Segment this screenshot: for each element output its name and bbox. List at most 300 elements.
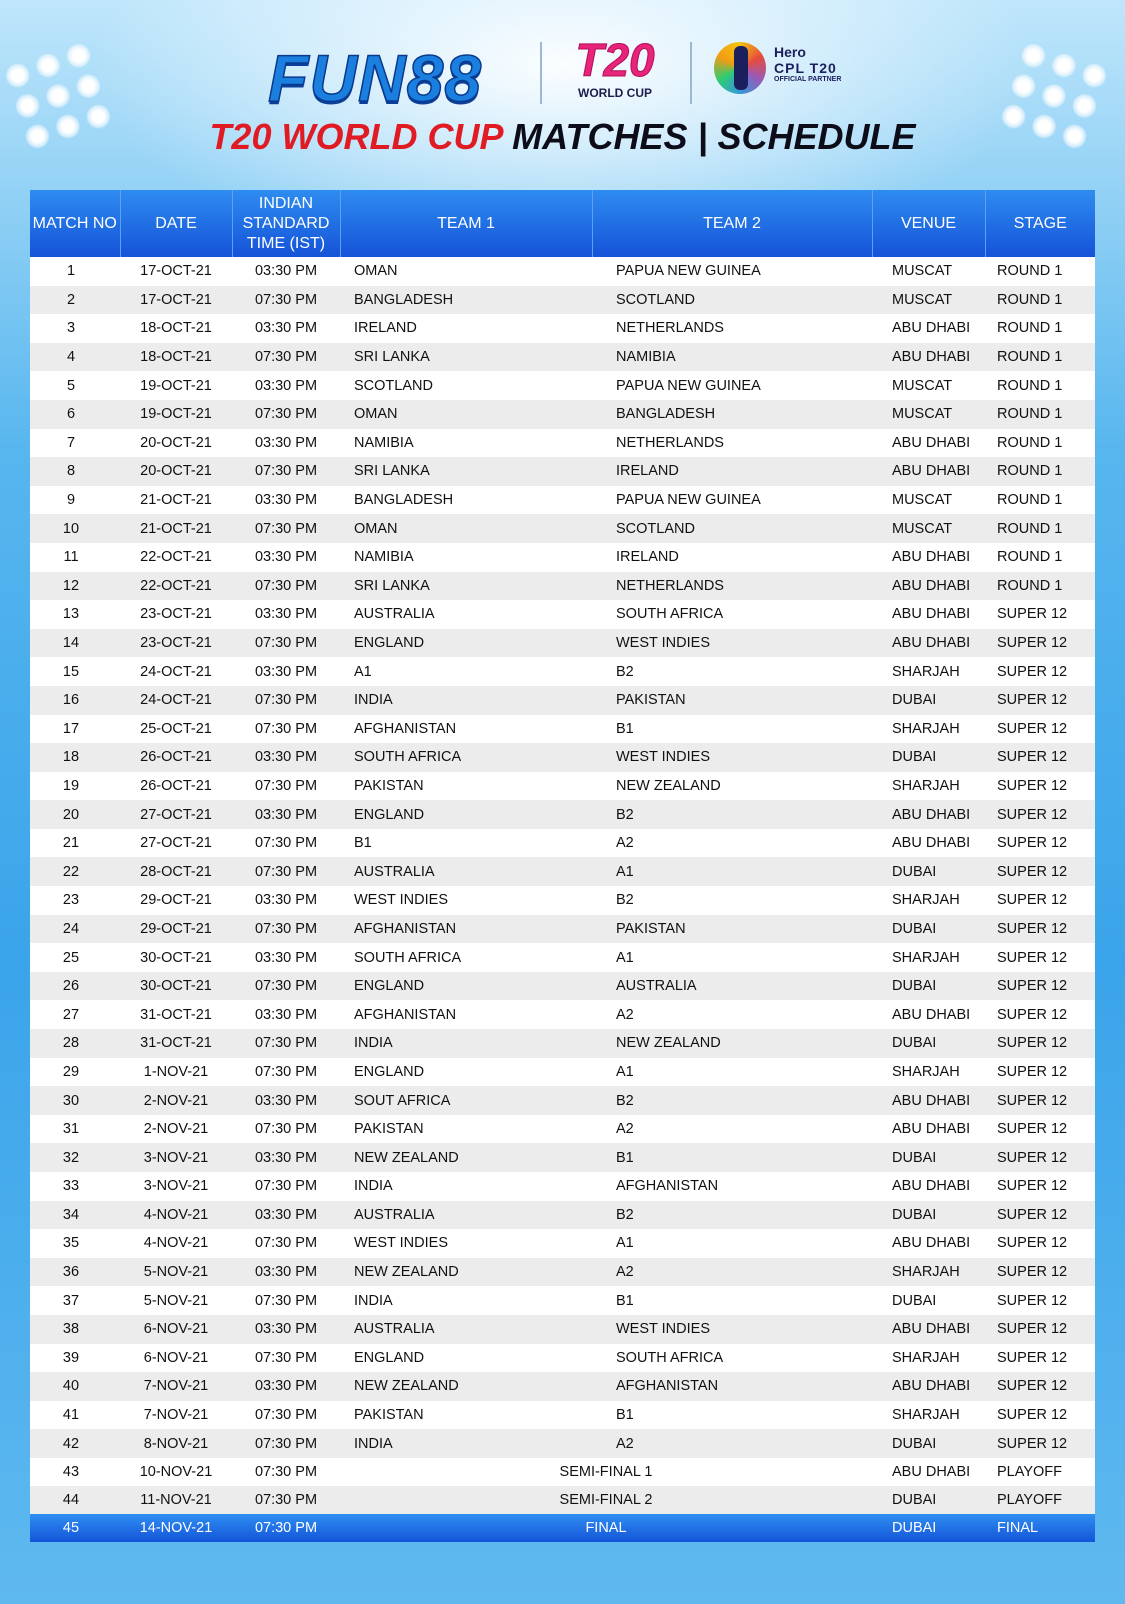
table-row [30,1286,1095,1315]
team-1-cell: BANGLADESH [340,286,592,315]
match-number-cell: 30 [30,1086,120,1115]
team-1-cell: AFGHANISTAN [340,715,592,744]
time-cell: 03:30 PM [232,1372,340,1401]
venue-cell: ABU DHABI [872,1315,985,1344]
match-number-cell: 26 [30,972,120,1001]
match-number-cell: 45 [30,1514,120,1542]
playoff-match-cell: SEMI-FINAL 1 [340,1458,872,1486]
time-cell: 07:30 PM [232,1458,340,1486]
table-row [30,1315,1095,1344]
venue-cell: MUSCAT [872,286,985,315]
venue-cell: ABU DHABI [872,1172,985,1201]
team-2-cell: WEST INDIES [592,629,872,658]
date-cell: 3-NOV-21 [120,1172,232,1201]
venue-cell: SHARJAH [872,1258,985,1287]
table-row [30,800,1095,829]
page-title-rest: MATCHES | SCHEDULE [512,116,916,157]
stage-cell: ROUND 1 [985,429,1095,458]
date-cell: 17-OCT-21 [120,286,232,315]
logo-divider [690,42,692,104]
time-cell: 07:30 PM [232,400,340,429]
team-2-cell: B1 [592,1286,872,1315]
table-row [30,1401,1095,1430]
stage-cell: SUPER 12 [985,1315,1095,1344]
hero-cpl-logo [714,42,854,102]
team-2-cell: NEW ZEALAND [592,772,872,801]
time-cell: 03:30 PM [232,800,340,829]
table-row [30,486,1095,515]
table-row [30,829,1095,858]
match-number-cell: 41 [30,1401,120,1430]
venue-cell: MUSCAT [872,371,985,400]
team-2-cell: A2 [592,829,872,858]
team-1-cell: INDIA [340,1286,592,1315]
time-cell: 03:30 PM [232,1143,340,1172]
team-2-cell: B1 [592,1401,872,1430]
stage-cell: SUPER 12 [985,1286,1095,1315]
venue-cell: SHARJAH [872,943,985,972]
team-1-cell: AUSTRALIA [340,857,592,886]
venue-cell: ABU DHABI [872,429,985,458]
date-cell: 8-NOV-21 [120,1429,232,1458]
team-1-cell: OMAN [340,514,592,543]
table-row [30,886,1095,915]
venue-cell: MUSCAT [872,400,985,429]
venue-cell: SHARJAH [872,657,985,686]
team-2-cell: AFGHANISTAN [592,1172,872,1201]
team-2-cell: IRELAND [592,543,872,572]
match-number-cell: 28 [30,1029,120,1058]
stage-cell: SUPER 12 [985,657,1095,686]
team-1-cell: ENGLAND [340,800,592,829]
table-row [30,915,1095,944]
logo-divider [540,42,542,104]
team-1-cell: ENGLAND [340,1058,592,1087]
table-row [30,343,1095,372]
stage-cell: SUPER 12 [985,1086,1095,1115]
date-cell: 29-OCT-21 [120,915,232,944]
table-row [30,1201,1095,1230]
venue-cell: ABU DHABI [872,457,985,486]
venue-cell: MUSCAT [872,486,985,515]
venue-cell: SHARJAH [872,715,985,744]
venue-cell: ABU DHABI [872,314,985,343]
match-number-cell: 2 [30,286,120,315]
date-cell: 17-OCT-21 [120,257,232,286]
date-cell: 25-OCT-21 [120,715,232,744]
match-number-cell: 16 [30,686,120,715]
table-row [30,1229,1095,1258]
team-2-cell: BANGLADESH [592,400,872,429]
stage-cell: SUPER 12 [985,1258,1095,1287]
team-2-cell: SCOTLAND [592,286,872,315]
team-2-cell: PAKISTAN [592,686,872,715]
table-row [30,1372,1095,1401]
table-row [30,572,1095,601]
table-body [30,257,1095,1542]
venue-cell: ABU DHABI [872,572,985,601]
match-number-cell: 38 [30,1315,120,1344]
team-1-cell: INDIA [340,1172,592,1201]
time-cell: 03:30 PM [232,314,340,343]
time-cell: 07:30 PM [232,514,340,543]
date-cell: 10-NOV-21 [120,1458,232,1486]
time-cell: 03:30 PM [232,1201,340,1230]
match-number-cell: 6 [30,400,120,429]
time-cell: 03:30 PM [232,1086,340,1115]
team-1-cell: INDIA [340,1429,592,1458]
stage-cell: ROUND 1 [985,514,1095,543]
stage-cell: SUPER 12 [985,600,1095,629]
venue-cell: DUBAI [872,1286,985,1315]
team-1-cell: AFGHANISTAN [340,1000,592,1029]
team-1-cell: NAMIBIA [340,543,592,572]
table-row [30,657,1095,686]
stage-cell: SUPER 12 [985,800,1095,829]
stage-cell: SUPER 12 [985,686,1095,715]
table-row [30,1429,1095,1458]
table-row [30,314,1095,343]
team-1-cell: WEST INDIES [340,886,592,915]
team-2-cell: AUSTRALIA [592,972,872,1001]
team-1-cell: AUSTRALIA [340,1201,592,1230]
stage-cell: SUPER 12 [985,1372,1095,1401]
table-row [30,257,1095,286]
venue-cell: ABU DHABI [872,600,985,629]
stage-cell: ROUND 1 [985,572,1095,601]
team-1-cell: AUSTRALIA [340,1315,592,1344]
venue-cell: DUBAI [872,686,985,715]
team-1-cell: SCOTLAND [340,371,592,400]
date-cell: 27-OCT-21 [120,800,232,829]
team-2-cell: NETHERLANDS [592,314,872,343]
stage-cell: ROUND 1 [985,486,1095,515]
match-number-cell: 8 [30,457,120,486]
team-2-cell: A1 [592,1058,872,1087]
stage-cell: SUPER 12 [985,1115,1095,1144]
fun88-logo: FUN88 [268,41,483,115]
date-cell: 3-NOV-21 [120,1143,232,1172]
team-2-cell: A2 [592,1115,872,1144]
table-row [30,857,1095,886]
team-1-cell: AFGHANISTAN [340,915,592,944]
match-number-cell: 31 [30,1115,120,1144]
date-cell: 19-OCT-21 [120,400,232,429]
team-1-cell: OMAN [340,257,592,286]
playoff-match-cell: FINAL [340,1514,872,1542]
hero-label: Hero [774,44,806,60]
stage-cell: SUPER 12 [985,1229,1095,1258]
date-cell: 24-OCT-21 [120,686,232,715]
table-row [30,1258,1095,1287]
venue-cell: ABU DHABI [872,1000,985,1029]
team-2-cell: SOUTH AFRICA [592,1344,872,1373]
match-number-cell: 12 [30,572,120,601]
venue-cell: SHARJAH [872,1401,985,1430]
date-cell: 2-NOV-21 [120,1115,232,1144]
date-cell: 6-NOV-21 [120,1344,232,1373]
team-2-cell: B2 [592,1201,872,1230]
team-2-cell: AFGHANISTAN [592,1372,872,1401]
team-2-cell: NETHERLANDS [592,429,872,458]
team-2-cell: WEST INDIES [592,743,872,772]
venue-cell: DUBAI [872,1143,985,1172]
venue-cell: SHARJAH [872,1344,985,1373]
team-2-cell: B2 [592,657,872,686]
venue-cell: ABU DHABI [872,1086,985,1115]
team-1-cell: SOUTH AFRICA [340,743,592,772]
stage-cell: ROUND 1 [985,343,1095,372]
date-cell: 28-OCT-21 [120,857,232,886]
date-cell: 29-OCT-21 [120,886,232,915]
team-1-cell: SRI LANKA [340,343,592,372]
table-row [30,715,1095,744]
match-number-cell: 23 [30,886,120,915]
date-cell: 18-OCT-21 [120,343,232,372]
page-title [0,116,1125,158]
match-number-cell: 1 [30,257,120,286]
date-cell: 14-NOV-21 [120,1514,232,1542]
team-1-cell: ENGLAND [340,1344,592,1373]
venue-cell: DUBAI [872,857,985,886]
stage-cell: SUPER 12 [985,1429,1095,1458]
time-cell: 07:30 PM [232,1058,340,1087]
table-row [30,1115,1095,1144]
playoff-match-cell: SEMI-FINAL 2 [340,1486,872,1514]
team-2-cell: A2 [592,1429,872,1458]
team-1-cell: OMAN [340,400,592,429]
team-2-cell: PAPUA NEW GUINEA [592,486,872,515]
team-2-cell: A2 [592,1000,872,1029]
time-cell: 03:30 PM [232,257,340,286]
stage-cell: SUPER 12 [985,1401,1095,1430]
stage-cell: SUPER 12 [985,1143,1095,1172]
time-cell: 07:30 PM [232,857,340,886]
date-cell: 21-OCT-21 [120,514,232,543]
stage-cell: SUPER 12 [985,829,1095,858]
time-cell: 03:30 PM [232,600,340,629]
team-1-cell: B1 [340,829,592,858]
table-row [30,972,1095,1001]
cpl-label: CPL T20 [774,60,837,76]
page-title-highlight: T20 WORLD CUP [209,116,503,157]
header-date: DATE [120,190,232,257]
table-row [30,1086,1095,1115]
venue-cell: DUBAI [872,1486,985,1514]
match-number-cell: 13 [30,600,120,629]
time-cell: 03:30 PM [232,657,340,686]
date-cell: 31-OCT-21 [120,1000,232,1029]
match-number-cell: 36 [30,1258,120,1287]
time-cell: 07:30 PM [232,1229,340,1258]
stage-cell: SUPER 12 [985,1172,1095,1201]
match-number-cell: 32 [30,1143,120,1172]
stage-cell: SUPER 12 [985,1201,1095,1230]
time-cell: 07:30 PM [232,1172,340,1201]
team-1-cell: NEW ZEALAND [340,1372,592,1401]
stage-cell: ROUND 1 [985,543,1095,572]
stage-cell: SUPER 12 [985,1344,1095,1373]
playoff-row [30,1458,1095,1486]
venue-cell: ABU DHABI [872,629,985,658]
stage-cell: SUPER 12 [985,857,1095,886]
time-cell: 07:30 PM [232,772,340,801]
team-2-cell: SCOTLAND [592,514,872,543]
date-cell: 11-NOV-21 [120,1486,232,1514]
table-row [30,1058,1095,1087]
team-1-cell: PAKISTAN [340,1401,592,1430]
venue-cell: DUBAI [872,1429,985,1458]
venue-cell: SHARJAH [872,1058,985,1087]
match-number-cell: 20 [30,800,120,829]
time-cell: 03:30 PM [232,543,340,572]
venue-cell: DUBAI [872,915,985,944]
venue-cell: ABU DHABI [872,800,985,829]
time-cell: 07:30 PM [232,286,340,315]
stage-cell: SUPER 12 [985,1058,1095,1087]
team-2-cell: A1 [592,1229,872,1258]
table-row [30,772,1095,801]
stage-cell: SUPER 12 [985,1029,1095,1058]
team-2-cell: WEST INDIES [592,1315,872,1344]
table-row [30,1029,1095,1058]
date-cell: 5-NOV-21 [120,1258,232,1287]
date-cell: 22-OCT-21 [120,543,232,572]
venue-cell: ABU DHABI [872,543,985,572]
team-2-cell: A2 [592,1258,872,1287]
t20-logo-mark: T20 [575,34,655,86]
venue-cell: SHARJAH [872,886,985,915]
stage-cell: SUPER 12 [985,886,1095,915]
team-1-cell: PAKISTAN [340,1115,592,1144]
date-cell: 7-NOV-21 [120,1401,232,1430]
venue-cell: SHARJAH [872,772,985,801]
stage-cell: SUPER 12 [985,629,1095,658]
venue-cell: DUBAI [872,1029,985,1058]
venue-cell: MUSCAT [872,257,985,286]
time-cell: 07:30 PM [232,1029,340,1058]
date-cell: 24-OCT-21 [120,657,232,686]
time-cell: 07:30 PM [232,457,340,486]
table-row [30,286,1095,315]
date-cell: 26-OCT-21 [120,743,232,772]
stage-cell: PLAYOFF [985,1458,1095,1486]
time-cell: 03:30 PM [232,886,340,915]
time-cell: 07:30 PM [232,1286,340,1315]
time-cell: 03:30 PM [232,1000,340,1029]
header-match-no: MATCH NO [30,190,120,257]
batsman-icon [734,46,748,90]
team-1-cell: NAMIBIA [340,429,592,458]
venue-cell: DUBAI [872,972,985,1001]
team-1-cell: NEW ZEALAND [340,1143,592,1172]
match-number-cell: 9 [30,486,120,515]
t20-logo-subtitle: WORLD CUP [578,86,652,100]
time-cell: 07:30 PM [232,972,340,1001]
match-number-cell: 19 [30,772,120,801]
team-2-cell: B1 [592,1143,872,1172]
stage-cell: SUPER 12 [985,743,1095,772]
stage-cell: SUPER 12 [985,772,1095,801]
date-cell: 22-OCT-21 [120,572,232,601]
table-row [30,429,1095,458]
match-number-cell: 10 [30,514,120,543]
match-number-cell: 39 [30,1344,120,1373]
venue-cell: DUBAI [872,1514,985,1542]
official-partner-label: OFFICIAL PARTNER [774,76,842,83]
match-number-cell: 33 [30,1172,120,1201]
table-row [30,543,1095,572]
date-cell: 27-OCT-21 [120,829,232,858]
match-number-cell: 34 [30,1201,120,1230]
date-cell: 21-OCT-21 [120,486,232,515]
match-number-cell: 43 [30,1458,120,1486]
table-row [30,1000,1095,1029]
team-1-cell: INDIA [340,686,592,715]
time-cell: 03:30 PM [232,486,340,515]
date-cell: 23-OCT-21 [120,629,232,658]
team-2-cell: NETHERLANDS [592,572,872,601]
time-cell: 03:30 PM [232,429,340,458]
match-number-cell: 24 [30,915,120,944]
team-2-cell: NEW ZEALAND [592,1029,872,1058]
time-cell: 07:30 PM [232,343,340,372]
team-2-cell: B2 [592,1086,872,1115]
match-number-cell: 17 [30,715,120,744]
venue-cell: ABU DHABI [872,1115,985,1144]
team-1-cell: ENGLAND [340,972,592,1001]
time-cell: 07:30 PM [232,629,340,658]
table-row [30,743,1095,772]
match-number-cell: 44 [30,1486,120,1514]
team-1-cell: INDIA [340,1029,592,1058]
table-row [30,686,1095,715]
team-2-cell: A1 [592,857,872,886]
team-2-cell: SOUTH AFRICA [592,600,872,629]
team-1-cell: NEW ZEALAND [340,1258,592,1287]
match-number-cell: 15 [30,657,120,686]
date-cell: 26-OCT-21 [120,772,232,801]
match-number-cell: 18 [30,743,120,772]
cpl-logo-text [774,44,841,83]
table-row [30,514,1095,543]
team-2-cell: B2 [592,800,872,829]
stage-cell: ROUND 1 [985,457,1095,486]
page-header [0,30,1125,180]
match-number-cell: 25 [30,943,120,972]
time-cell: 07:30 PM [232,1401,340,1430]
time-cell: 07:30 PM [232,915,340,944]
table-row [30,1344,1095,1373]
venue-cell: ABU DHABI [872,343,985,372]
stage-cell: ROUND 1 [985,371,1095,400]
time-cell: 07:30 PM [232,686,340,715]
match-number-cell: 29 [30,1058,120,1087]
match-number-cell: 35 [30,1229,120,1258]
time-cell: 03:30 PM [232,943,340,972]
match-number-cell: 27 [30,1000,120,1029]
team-1-cell: ENGLAND [340,629,592,658]
stage-cell: SUPER 12 [985,915,1095,944]
schedule-table [30,190,1095,1542]
table-row [30,457,1095,486]
match-number-cell: 40 [30,1372,120,1401]
playoff-row [30,1486,1095,1514]
match-number-cell: 4 [30,343,120,372]
header-venue: VENUE [872,190,985,257]
stage-cell: ROUND 1 [985,400,1095,429]
stage-cell: SUPER 12 [985,715,1095,744]
